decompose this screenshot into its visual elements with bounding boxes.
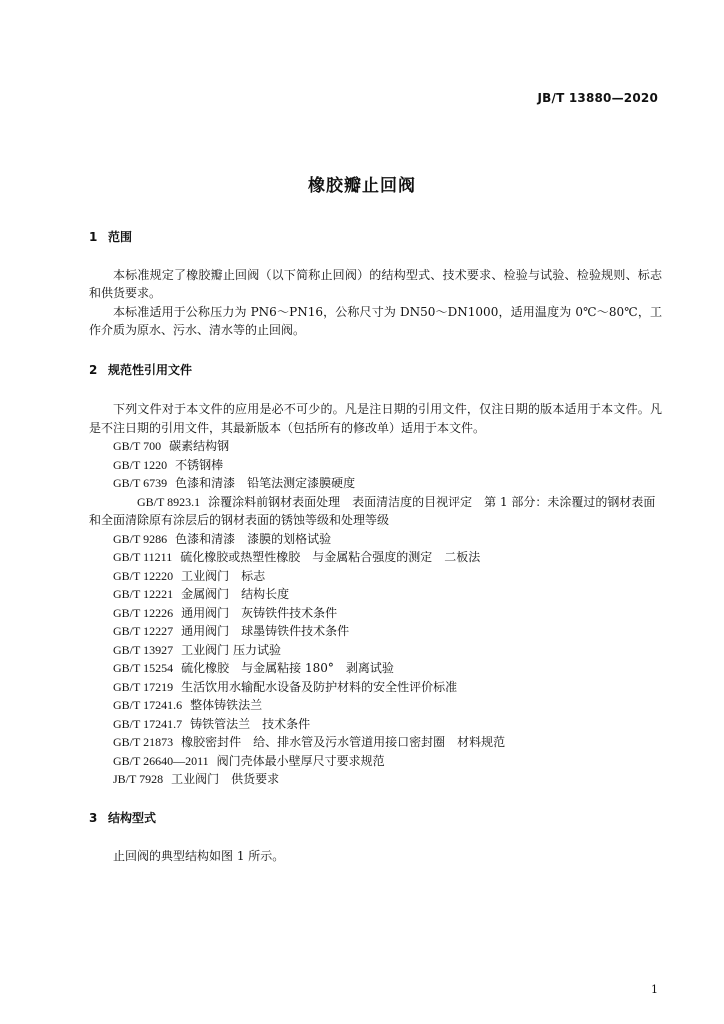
section-title: 规范性引用文件 (108, 362, 193, 377)
reference-code: GB/T 13927 (113, 642, 174, 657)
reference-title: 生活饮用水输配水设备及防护材料的安全性评价标准 (181, 679, 458, 694)
reference-title: 涂覆涂料前钢材表面处理 表面清洁度的目视评定 第 1 部分：未涂覆过的钢材表面和全面清除原有涂层后的钢材表面的锈蚀等级和处理等级 (89, 494, 656, 527)
reference-item (89, 567, 662, 586)
reference-code: GB/T 12221 (113, 587, 174, 601)
reference-title: 金属阀门 结构长度 (181, 587, 290, 601)
paragraph: 本标准规定了橡胶瓣止回阀（以下简称止回阀）的结构型式、技术要求、检验与试验、检验规则、标志和供货要求。 (89, 267, 662, 300)
reference-title: 橡胶密封件 给、排水管及污水管道用接口密封圈 材料规范 (181, 735, 506, 749)
reference-title: 色漆和清漆 铅笔法测定漆膜硬度 (175, 476, 356, 490)
reference-code: GB/T 21873 (113, 735, 174, 749)
reference-item (89, 733, 662, 752)
reference-title: 工业阀门 压力试验 (181, 642, 281, 657)
reference-code: GB/T 700 (113, 439, 162, 453)
reference-title: 硫化橡胶或热塑性橡胶 与金属粘合强度的测定 二板法 (180, 550, 481, 564)
reference-item (89, 474, 662, 493)
paragraph: 本标准适用于公称压力为 PN6～PN16，公称尺寸为 DN50～DN1000，适用温度为 0℃～80℃，工作介质为原水、污水、清水等的止回阀。 (89, 304, 662, 337)
section-title: 范围 (108, 230, 133, 244)
reference-title: 碳素结构钢 (169, 439, 230, 453)
reference-title: 硫化橡胶 与金属粘接 180° 剥离试验 (181, 661, 394, 675)
reference-item (89, 678, 662, 697)
section-1-body (89, 266, 662, 340)
reference-code: GB/T 17241.6 (113, 698, 183, 712)
reference-code: GB/T 17241.7 (113, 716, 183, 731)
reference-code: GB/T 15254 (113, 661, 174, 675)
reference-code: GB/T 9286 (113, 531, 168, 546)
reference-item (89, 456, 662, 475)
reference-item (89, 659, 662, 678)
reference-title: 工业阀门 供货要求 (171, 772, 280, 786)
reference-title: 不锈钢棒 (175, 457, 224, 472)
reference-code: GB/T 1220 (113, 457, 168, 472)
document-body (89, 228, 662, 866)
reference-item (89, 641, 662, 660)
section-1-heading (89, 228, 662, 247)
reference-title: 通用阀门 灰铸铁件技术条件 (181, 605, 338, 620)
reference-item (89, 696, 662, 715)
document-title: 橡胶瓣止回阀 (308, 176, 416, 196)
reference-title: 工业阀门 标志 (181, 568, 266, 583)
paragraph: 下列文件对于本文件的应用是必不可少的。凡是注日期的引用文件，仅注日期的版本适用于本文件。凡是不注日期的引用文件，其最新版本（包括所有的修改单）适用于本文件。 (89, 402, 662, 435)
reference-code: GB/T 11211 (113, 550, 173, 564)
standard-code: JB/T 13880—2020 (537, 91, 658, 105)
reference-title: 通用阀门 球墨铸铁件技术条件 (181, 624, 350, 638)
reference-item (89, 604, 662, 623)
reference-code: GB/T 26640—2011 (113, 753, 209, 768)
reference-item (89, 770, 662, 789)
reference-title: 整体铸铁法兰 (190, 698, 263, 712)
section-2-heading (89, 361, 662, 380)
reference-code: GB/T 12227 (113, 624, 174, 638)
reference-item (89, 585, 662, 604)
reference-list (89, 437, 662, 789)
reference-code: GB/T 12220 (113, 568, 174, 583)
reference-item (89, 437, 662, 456)
reference-item (89, 752, 662, 771)
section-number: 3 (89, 810, 98, 825)
reference-code: GB/T 12226 (113, 605, 174, 620)
section-3-heading (89, 809, 662, 828)
reference-item (89, 548, 662, 567)
reference-title: 铸铁管法兰 技术条件 (190, 716, 311, 731)
paragraph: 止回阀的典型结构如图 1 所示。 (113, 849, 285, 863)
reference-code: GB/T 8923.1 (137, 494, 201, 509)
section-3-body (89, 847, 662, 866)
page-number: 1 (651, 983, 658, 996)
reference-code: JB/T 7928 (113, 772, 164, 786)
reference-item (89, 530, 662, 549)
section-2-body (89, 400, 662, 789)
reference-code: GB/T 17219 (113, 679, 174, 694)
reference-item (89, 715, 662, 734)
reference-item (89, 622, 662, 641)
reference-code: GB/T 6739 (113, 476, 168, 490)
reference-item (89, 493, 662, 530)
section-number: 2 (89, 362, 98, 377)
section-title: 结构型式 (108, 810, 157, 825)
section-number: 1 (89, 230, 98, 244)
reference-title: 色漆和清漆 漆膜的划格试验 (175, 531, 332, 546)
reference-title: 阀门壳体最小壁厚尺寸要求规范 (216, 753, 385, 768)
